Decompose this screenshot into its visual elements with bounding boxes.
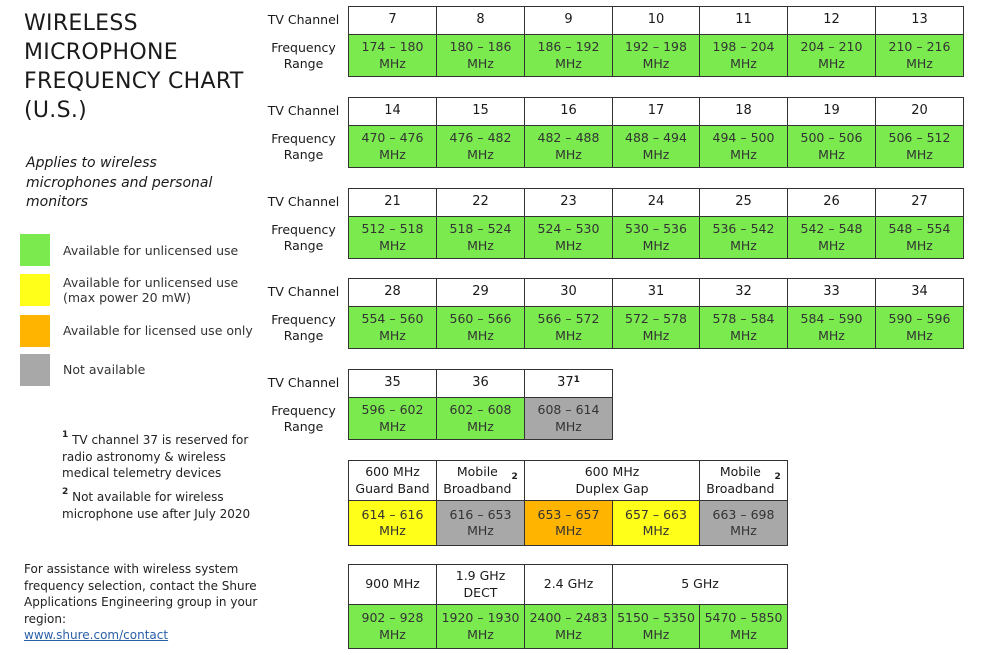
legend-swatch-green	[20, 234, 50, 266]
band-header-cell	[436, 460, 525, 501]
frequency-cell	[524, 306, 613, 349]
cell-text: 32	[735, 284, 752, 300]
frequency-cell	[699, 34, 788, 77]
channel-cell	[699, 278, 788, 307]
frequency-cell	[875, 216, 964, 259]
cell-text: 524 – 530 MHz	[537, 221, 600, 253]
cell-text: 23	[560, 194, 577, 210]
cell-text: 902 – 928 MHz	[361, 610, 424, 642]
cell-text: 35	[384, 375, 401, 391]
cell-text: 470 – 476 MHz	[361, 130, 424, 162]
frequency-cell	[436, 125, 525, 168]
footnote-text: Not available for wireless microphone use after July 2020	[62, 490, 251, 521]
footnote-marker: 2	[511, 472, 518, 483]
band-range-cell	[524, 500, 613, 546]
cell-text: 600 MHz Duplex Gap	[575, 464, 649, 496]
band-range-cell	[436, 500, 525, 546]
contact-text: For assistance with wireless system frequency selection, contact the Shure Applications Engineering group in your region:	[24, 562, 258, 626]
band-range-cell	[348, 604, 437, 649]
frequency-range-label: Frequency Range	[271, 402, 336, 434]
cell-text: 26	[823, 194, 840, 210]
band-header-cell	[348, 460, 437, 501]
frequency-cell	[699, 216, 788, 259]
legend-label: Available for unlicensed use	[63, 243, 239, 258]
channel-cell	[436, 6, 525, 35]
frequency-cell	[524, 34, 613, 77]
band-range-cell	[699, 500, 788, 546]
cell-text: 14	[384, 103, 401, 119]
channel-cell	[699, 6, 788, 35]
legend-item-licensed	[20, 315, 260, 347]
footnote-text: TV channel 37 is reserved for radio astronomy & wireless medical telemetry devices	[62, 433, 249, 480]
frequency-range-label: Frequency Range	[271, 130, 336, 162]
frequency-cell	[699, 125, 788, 168]
cell-text: 590 – 596 MHz	[888, 311, 951, 343]
band-header-cell	[524, 460, 700, 501]
frequency-cell	[436, 34, 525, 77]
legend-label: Available for unlicensed use (max power 20 mW)	[63, 275, 239, 305]
channel-cell	[348, 278, 437, 307]
cell-text: 900 MHz	[365, 576, 420, 592]
frequency-cell	[524, 216, 613, 259]
frequency-cell	[875, 34, 964, 77]
channel-cell	[524, 6, 613, 35]
frequency-cell	[436, 216, 525, 259]
footnote-marker: 2	[62, 487, 69, 497]
cell-text: 28	[384, 284, 401, 300]
channel-cell	[348, 97, 437, 126]
cell-text: 572 – 578 MHz	[625, 311, 687, 343]
cell-text: 198 – 204 MHz	[712, 39, 775, 71]
cell-text: 174 – 180 MHz	[361, 39, 424, 71]
cell-text: 500 – 506 MHz	[800, 130, 863, 162]
channel-cell	[436, 369, 525, 398]
footnote-1	[62, 429, 272, 482]
cell-text: 30	[560, 284, 577, 300]
cell-text: 482 – 488 MHz	[537, 130, 600, 162]
cell-text: 34	[911, 284, 928, 300]
sidebar	[24, 0, 264, 655]
frequency-cell	[612, 125, 700, 168]
legend-swatch-yellow	[20, 274, 50, 306]
chart-subtitle: Applies to wireless microphones and personal monitors	[26, 155, 213, 210]
tv-channel-label: TV Channel	[267, 194, 340, 209]
cell-text: 13	[911, 12, 928, 28]
cell-text: 2400 – 2483 MHz	[529, 610, 608, 642]
cell-text: 186 – 192 MHz	[537, 39, 600, 71]
cell-text: 180 – 186 MHz	[449, 39, 512, 71]
legend-swatch-gray	[20, 354, 50, 386]
channel-cell	[348, 369, 437, 398]
band-header-cell	[436, 564, 525, 605]
chart-title: WIRELESS MICROPHONE FREQUENCY CHART (U.S.)	[24, 11, 244, 123]
channel-cell	[787, 278, 876, 307]
cell-text: 560 – 566 MHz	[449, 311, 512, 343]
cell-text: 15	[472, 103, 489, 119]
cell-text: 17	[647, 103, 665, 119]
channel-cell	[612, 6, 700, 35]
channel-cell	[612, 188, 700, 217]
frequency-cell	[348, 125, 437, 168]
footnote-marker: 1	[573, 375, 580, 386]
tv-channel-label: TV Channel	[267, 12, 340, 27]
cell-text: 596 – 602 MHz	[361, 402, 424, 434]
cell-text: 536 – 542 MHz	[712, 221, 775, 253]
cell-text: 24	[647, 194, 665, 210]
frequency-cell	[436, 397, 525, 440]
contact-link[interactable]: www.shure.com/contact	[24, 628, 169, 642]
channel-cell	[436, 188, 525, 217]
band-range-cell	[436, 604, 525, 649]
cell-text: 19	[823, 103, 840, 119]
cell-text: 16	[560, 103, 577, 119]
legend-swatch-orange	[20, 315, 50, 347]
channel-cell	[436, 278, 525, 307]
frequency-cell	[348, 397, 437, 440]
band-header-cell	[699, 460, 788, 501]
cell-text: 518 – 524 MHz	[449, 221, 512, 253]
frequency-cell	[787, 125, 876, 168]
frequency-cell	[612, 306, 700, 349]
cell-text: 530 – 536 MHz	[625, 221, 687, 253]
cell-text: 578 – 584 MHz	[712, 311, 775, 343]
cell-text: 204 – 210 MHz	[800, 39, 863, 71]
cell-text: 31	[647, 284, 665, 300]
band-range-cell	[348, 500, 437, 546]
cell-text: 566 – 572 MHz	[537, 311, 600, 343]
cell-text: 18	[735, 103, 752, 119]
channel-cell	[524, 97, 613, 126]
frequency-cell	[612, 216, 700, 259]
frequency-cell	[348, 34, 437, 77]
cell-text: 506 – 512 MHz	[888, 130, 951, 162]
tv-channel-label: TV Channel	[267, 284, 340, 299]
channel-cell	[436, 97, 525, 126]
cell-text: 25	[735, 194, 752, 210]
frequency-cell	[524, 125, 613, 168]
channel-cell	[787, 188, 876, 217]
frequency-cell	[787, 34, 876, 77]
cell-text: 29	[472, 284, 489, 300]
frequency-cell	[787, 306, 876, 349]
tv-channel-label: TV Channel	[267, 375, 340, 390]
band-range-cell	[524, 604, 613, 649]
cell-text: 21	[384, 194, 401, 210]
frequency-cell	[348, 306, 437, 349]
cell-text: 488 – 494 MHz	[625, 130, 687, 162]
cell-text: 584 – 590 MHz	[800, 311, 863, 343]
cell-text: 542 – 548 MHz	[800, 221, 863, 253]
cell-text: 614 – 616 MHz	[361, 506, 424, 538]
cell-text: 8	[476, 12, 485, 28]
channel-cell	[348, 6, 437, 35]
cell-text: 11	[735, 12, 752, 28]
cell-text: 608 – 614 MHz	[537, 402, 600, 434]
cell-text: 548 – 554 MHz	[888, 221, 951, 253]
cell-text: 600 MHz Guard Band	[355, 464, 430, 496]
channel-cell	[875, 6, 964, 35]
cell-text: 5470 – 5850 MHz	[704, 610, 783, 642]
cell-text: Mobile Broadband	[706, 464, 775, 496]
cell-text: 27	[911, 194, 928, 210]
frequency-cell	[524, 397, 613, 440]
channel-cell	[524, 278, 613, 307]
cell-text: 476 – 482 MHz	[449, 130, 512, 162]
frequency-cell	[436, 306, 525, 349]
legend-label: Not available	[63, 362, 146, 377]
band-header-cell	[612, 564, 788, 605]
channel-cell	[875, 278, 964, 307]
footnote-marker: 1	[62, 430, 69, 440]
cell-text: 5 GHz	[681, 576, 719, 592]
footnote-2	[62, 486, 272, 522]
channel-cell	[524, 188, 613, 217]
legend-item-unlicensed	[20, 234, 260, 266]
tv-channel-label: TV Channel	[267, 103, 340, 118]
band-range-cell	[612, 604, 700, 649]
cell-text: 2.4 GHz	[543, 576, 594, 592]
legend-label: Available for licensed use only	[63, 323, 253, 338]
cell-text: 9	[564, 12, 573, 28]
cell-text: 192 – 198 MHz	[625, 39, 687, 71]
channel-cell	[612, 278, 700, 307]
cell-text: 554 – 560 MHz	[361, 311, 424, 343]
channel-cell	[699, 97, 788, 126]
legend-item-unlicensed-low-power	[20, 274, 260, 306]
cell-text: 512 – 518 MHz	[361, 221, 424, 253]
cell-text: 602 – 608 MHz	[449, 402, 512, 434]
cell-text: 653 – 657 MHz	[537, 506, 600, 538]
cell-text: 210 – 216 MHz	[888, 39, 951, 71]
cell-text: 33	[823, 284, 840, 300]
band-header-cell	[524, 564, 613, 605]
cell-text: 20	[911, 103, 928, 119]
frequency-range-label: Frequency Range	[271, 39, 336, 71]
cell-text: 10	[647, 12, 665, 28]
cell-text: 36	[472, 375, 489, 391]
cell-text: 1.9 GHz DECT	[455, 568, 506, 600]
channel-cell	[787, 6, 876, 35]
contact-info	[24, 561, 264, 644]
channel-cell	[348, 188, 437, 217]
channel-cell	[875, 188, 964, 217]
channel-cell	[612, 97, 700, 126]
cell-text: 7	[388, 12, 397, 28]
frequency-range-label: Frequency Range	[271, 221, 336, 253]
footnote-marker: 2	[774, 472, 781, 483]
band-header-cell	[348, 564, 437, 605]
frequency-cell	[699, 306, 788, 349]
frequency-cell	[875, 125, 964, 168]
cell-text: 37	[557, 375, 574, 391]
cell-text: 616 – 653 MHz	[449, 506, 512, 538]
channel-cell	[699, 188, 788, 217]
frequency-cell	[348, 216, 437, 259]
channel-cell	[875, 97, 964, 126]
frequency-cell	[875, 306, 964, 349]
cell-text: 5150 – 5350 MHz	[617, 610, 695, 642]
legend-item-not-available	[20, 354, 260, 386]
cell-text: 657 – 663 MHz	[625, 506, 687, 538]
channel-cell	[524, 369, 613, 398]
cell-text: 22	[472, 194, 489, 210]
channel-cell	[787, 97, 876, 126]
cell-text: Mobile Broadband	[443, 464, 512, 496]
frequency-range-label: Frequency Range	[271, 311, 336, 343]
band-range-cell	[612, 500, 700, 546]
cell-text: 494 – 500 MHz	[712, 130, 775, 162]
cell-text: 1920 – 1930 MHz	[441, 610, 520, 642]
band-range-cell	[699, 604, 788, 649]
cell-text: 12	[823, 12, 840, 28]
frequency-cell	[612, 34, 700, 77]
cell-text: 663 – 698 MHz	[712, 506, 775, 538]
frequency-cell	[787, 216, 876, 259]
